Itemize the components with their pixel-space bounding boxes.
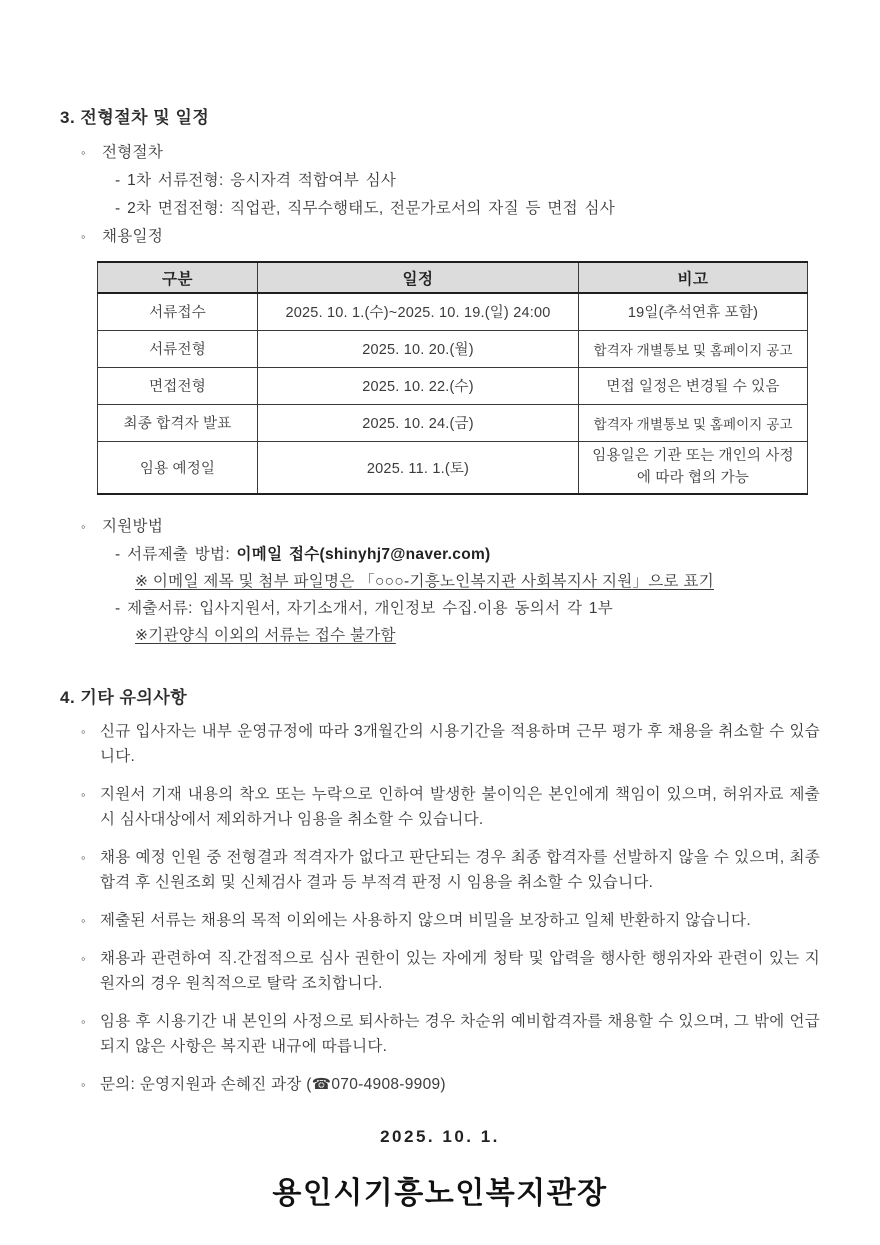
cell-schedule: 2025. 10. 20.(월) [258, 330, 579, 367]
table-row [98, 330, 808, 367]
notice-item-3 [60, 845, 820, 895]
cell-remark: 합격자 개별통보 및 홈페이지 공고 [579, 330, 808, 367]
cell-schedule: 2025. 10. 24.(금) [258, 404, 579, 441]
apply-note-2: ※기관양식 이외의 서류는 접수 불가함 [135, 627, 396, 644]
apply-method-prefix: - 서류제출 방법: [115, 546, 237, 563]
cell-remark: 합격자 개별통보 및 홈페이지 공고 [579, 404, 808, 441]
apply-note-1: ※ 이메일 제목 및 첨부 파일명은 「○○○-기흥노인복지관 사회복지사 지원」으로 표기 [135, 573, 714, 590]
notice-item-contact [60, 1072, 820, 1097]
cell-category: 임용 예정일 [98, 441, 258, 494]
notice-text: 지원서 기재 내용의 착오 또는 누락으로 인하여 발생한 불이익은 본인에게 책임이 있으며, 허위자료 제출 시 심사대상에서 제외하거나 임용을 취소할 수 있습니다. [100, 786, 820, 828]
cell-category: 서류접수 [98, 293, 258, 330]
circle-bullet-icon: ◦ [81, 951, 86, 966]
cell-schedule: 2025. 10. 1.(수)~2025. 10. 19.(일) 24:00 [258, 293, 579, 330]
circle-bullet-icon: ◦ [81, 1077, 86, 1092]
table-row [98, 441, 808, 494]
notice-item-2 [60, 782, 820, 832]
circle-bullet-icon: ◦ [81, 519, 86, 534]
procedure-item-1: - 1차 서류전형: 응시자격 적합여부 심사 [115, 172, 397, 189]
circle-bullet-icon: ◦ [81, 913, 86, 928]
col-header-category: 구분 [98, 262, 258, 293]
apply-label-line [60, 513, 820, 541]
cell-category: 최종 합격자 발표 [98, 404, 258, 441]
notice-item-1 [60, 719, 820, 769]
circle-bullet-icon: ◦ [81, 1014, 86, 1029]
circle-bullet-icon: ◦ [81, 145, 86, 160]
notice-text: 채용과 관련하여 직.간접적으로 심사 권한이 있는 자에게 청탁 및 압력을 행사한 행위자와 관련이 있는 지원자의 경우 원칙적으로 탈락 조치합니다. [100, 950, 820, 992]
notice-item-6 [60, 1009, 820, 1059]
cell-remark: 19일(추석연휴 포함) [579, 293, 808, 330]
schedule-label: 채용일정 [102, 228, 164, 245]
table-row [98, 404, 808, 441]
schedule-table [97, 261, 808, 495]
apply-docs-line: - 제출서류: 입사지원서, 자기소개서, 개인정보 수집.이용 동의서 각 1부 [115, 600, 614, 617]
table-header-row [98, 262, 808, 293]
cell-remark: 임용일은 기관 또는 개인의 사정에 따라 협의 가능 [579, 441, 808, 494]
procedure-label-line [60, 139, 820, 167]
circle-bullet-icon: ◦ [81, 787, 86, 802]
cell-remark: 면접 일정은 변경될 수 있음 [579, 367, 808, 404]
notice-text: 임용 후 시용기간 내 본인의 사정으로 퇴사하는 경우 차순위 예비합격자를 채용할 수 있으며, 그 밖에 언급되지 않은 사항은 복지관 내규에 따릅니다. [100, 1013, 820, 1055]
cell-category: 면접전형 [98, 367, 258, 404]
col-header-schedule: 일정 [258, 262, 579, 293]
cell-category: 서류전형 [98, 330, 258, 367]
section3-heading: 3. 전형절차 및 일정 [60, 108, 210, 127]
notice-item-5 [60, 946, 820, 996]
apply-method-email: 이메일 접수(shinyhj7@naver.com) [236, 546, 491, 563]
document-date: 2025. 10. 1. [380, 1127, 500, 1146]
circle-bullet-icon: ◦ [81, 850, 86, 865]
procedure-label: 전형절차 [102, 144, 164, 161]
schedule-label-line [60, 223, 820, 251]
circle-bullet-icon: ◦ [81, 229, 86, 244]
apply-method-line [60, 541, 820, 569]
table-row [98, 293, 808, 330]
notice-text: 제출된 서류는 채용의 목적 이외에는 사용하지 않으며 비밀을 보장하고 일체 반환하지 않습니다. [100, 912, 751, 929]
col-header-remark: 비고 [579, 262, 808, 293]
cell-schedule: 2025. 10. 22.(수) [258, 367, 579, 404]
notice-text: 채용 예정 인원 중 전형결과 적격자가 없다고 판단되는 경우 최종 합격자를 선발하지 않을 수 있으며, 최종 합격 후 신원조회 및 신체검사 결과 등 부적격 판정 시 임용을 취소할 수 있습니다. [100, 849, 820, 891]
circle-bullet-icon: ◦ [81, 724, 86, 739]
notice-item-4 [60, 908, 820, 933]
contact-text: 문의: 운영지원과 손혜진 과장 (☎070-4908-9909) [100, 1076, 446, 1093]
apply-label: 지원방법 [102, 518, 164, 535]
cell-schedule: 2025. 11. 1.(토) [258, 441, 579, 494]
notice-text: 신규 입사자는 내부 운영규정에 따라 3개월간의 시용기간을 적용하며 근무 평가 후 채용을 취소할 수 있습니다. [100, 723, 820, 765]
table-row [98, 367, 808, 404]
procedure-item-2: - 2차 면접전형: 직업관, 직무수행태도, 전문가로서의 자질 등 면접 심사 [115, 200, 616, 217]
signature-title: 용인시기흥노인복지관장 [272, 1177, 608, 1210]
section4-heading: 4. 기타 유의사항 [60, 688, 188, 707]
